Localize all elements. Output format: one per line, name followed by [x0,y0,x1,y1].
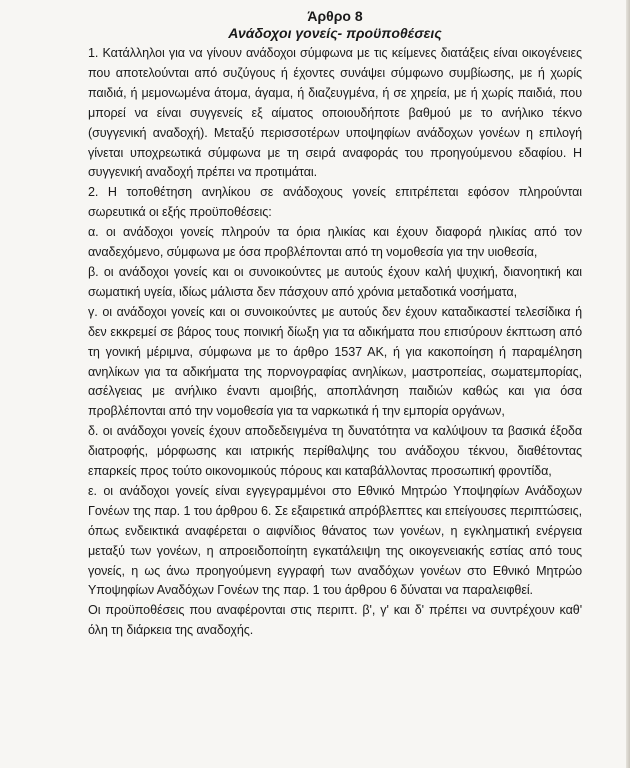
condition-b: β. οι ανάδοχοι γονείς και οι συνοικούντες με αυτούς έχουν καλή ψυχική, διανοητική και σωματική υγεία, ιδίως μάλιστα δεν πάσχουν από χρόνια μεταδοτικά νοσήματα, [88,264,582,299]
paragraph-1: 1. Κατάλληλοι για να γίνουν ανάδοχοι σύμφωνα με τις κείμενες διατάξεις είναι οικογένειες που αποτελούνται από συζύγους ή έχοντες συνάψει σύμφωνο συμβίωσης, με ή χωρίς παιδιά, ή μεμονωμένα άτομα, άγαμα, ή διαζευγμένα, ή σε χηρεία, με ή χωρίς παιδιά, που μπορεί να είναι συγγενείς εξ αίματος οποιουδήποτε βαθμού με το ανήλικο τέκνο (συγγενική αναδοχή). Μεταξύ περισσοτέρων υποψηφίων ανάδοχων γονέων η επιλογή γίνεται υποχρεωτικά σύμφωνα με τη σειρά αναφοράς του προηγούμενου εδαφίου. Η συγγενική αναδοχή πρέπει να προτιμάται. [88,46,582,180]
condition-d: δ. οι ανάδοχοι γονείς έχουν αποδεδειγμένα τη δυνατότητα να καλύψουν τα βασικά έξοδα διατροφής, μόρφωσης και ιατρικής περίθαλψης του ανάδοχου τέκνου, διαθέτοντας επαρκείς προς τούτο οικονομικούς πόρους και καταβάλλοντας προσωπική φροντίδα, [88,424,582,479]
scan-edge-shadow [626,0,630,768]
condition-e: ε. οι ανάδοχοι γονείς είναι εγγεγραμμένοι στο Εθνικό Μητρώο Υποψηφίων Ανάδοχων Γονέων της παρ. 1 του άρθρου 6. Σε εξαιρετικά απρόβλεπτες και επείγουσες περιπτώσεις, όπως ενδεικτικά αναφέρεται ο αιφνίδιος θάνατος των γονέων, η εγκληματική ενέργεια μεταξύ των γονέων, η απροειδοποίητη εγκατάλειψη της οικογενειακής εστίας από τους γονείς, η ως άνω προηγούμενη εγγραφή των αναδόχων γονέων στο Εθνικό Μητρώο Υποψηφίων Αναδόχων Γονέων της παρ. 1 του άρθρου 6 δύναται να παραλειφθεί. [88,483,582,598]
paragraph-2: 2. Η τοποθέτηση ανηλίκου σε ανάδοχους γονείς επιτρέπεται εφόσον πληρούνται σωρευτικά οι εξής προϋποθέσεις: [88,185,582,220]
condition-c: γ. οι ανάδοχοι γονείς και οι συνοικούντες με αυτούς δεν έχουν καταδικαστεί τελεσίδικα ή δεν εκκρεμεί σε βάρος τους ποινική δίωξη για τα αδικήματα που επισύρουν έκπτωση από τη γονική μέριμνα, σύμφωνα με το άρθρο 1537 ΑΚ, ή για κακοποίηση ή παραμέληση ανηλίκων για τα αδικήματα της πορνογραφίας ανηλίκων, μαστροπείας, σωματεμπορίας, ασέλγειας με ανήλικο έναντι αμοιβής, αποπλάνηση παιδιών καθώς και για όσα προβλέπονται από την νομοθεσία για τα ναρκωτικά ή την εμπορία οργάνων, [88,304,582,419]
article-title: Άρθρο 8 [307,8,363,24]
condition-a: α. οι ανάδοχοι γονείς πληρούν τα όρια ηλικίας και έχουν διαφορά ηλικίας από τον αναδεχόμενο, σύμφωνα με όσα προβλέπονται από τη νομοθεσία για την υιοθεσία, [88,225,582,260]
article-subtitle: Ανάδοχοι γονείς- προϋποθέσεις [228,25,442,41]
closing-paragraph: Οι προϋποθέσεις που αναφέρονται στις περιπτ. β', γ' και δ' πρέπει να συντρέχουν καθ' όλη τη διάρκεια της αναδοχής. [88,603,582,638]
